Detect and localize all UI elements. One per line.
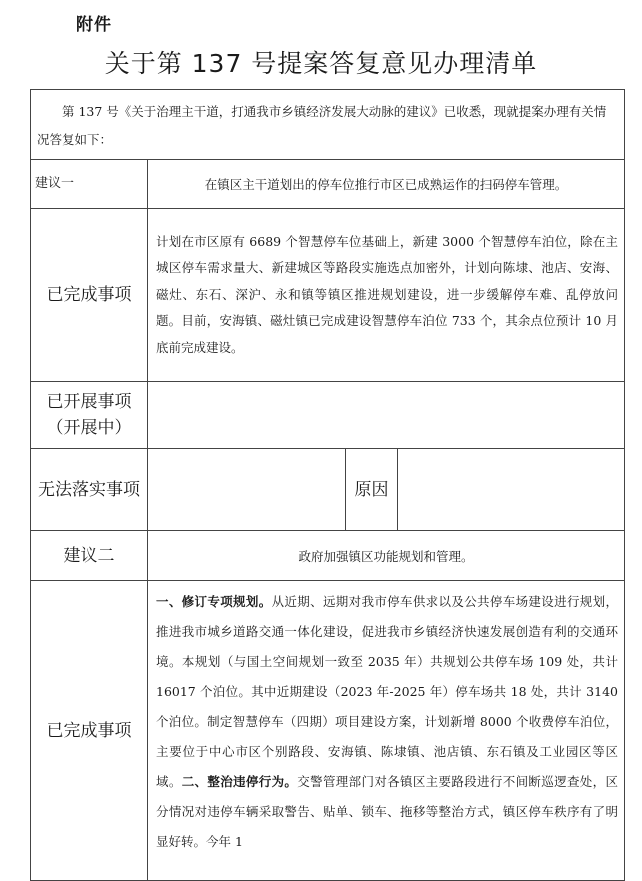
- unable-content: [148, 449, 346, 531]
- suggestion-2-completed-text: [148, 581, 625, 881]
- attachment-label: 附件: [76, 15, 112, 35]
- unable-label: 无法落实事项: [31, 449, 148, 531]
- in-progress-row: [31, 382, 625, 449]
- response-table: [30, 89, 625, 881]
- unable-row: [31, 449, 625, 531]
- reason-label: 原因: [346, 449, 398, 531]
- suggestion-1-row: [31, 160, 625, 209]
- suggestion-1-completed-row: [31, 209, 625, 382]
- revise-plan-text: 从近期、远期对我市停车供求以及公共停车场建设进行规划，推进我市城乡道路交通一体化建设，促进我市乡镇经济快速发展创造有利的交通环境。本规划（与国土空间规划一致至 2035 年）共规划公共停车场 109 处，共计 16017 个泊位。其中近期建设（2023 年-2025 年）停车场共 18 处，共计 3140 个泊位。制定智慧停车（四期）项目建设方案，计划新增 8000 个收费停车泊位，主要位于中心市区个别路段、安海镇、陈埭镇、池店镇、东石镇及工业园区等区域。: [156, 594, 618, 789]
- intro-text: 第 137 号《关于治理主干道，打通我市乡镇经济发展大动脉的建议》已收悉，现就提案办理有关情况答复如下：: [31, 90, 625, 160]
- suggestion-2-completed-row: [31, 581, 625, 881]
- completed-label-2: 已完成事项: [31, 581, 148, 881]
- intro-row: [31, 90, 625, 160]
- in-progress-content: [148, 382, 625, 449]
- reason-content: [398, 449, 625, 531]
- suggestion-1-label: 建议一: [31, 160, 148, 209]
- in-progress-label-line2: （开展中）: [46, 418, 132, 438]
- document-title: 关于第 137 号提案答复意见办理清单: [104, 49, 538, 78]
- suggestion-1-text: 在镇区主干道划出的停车位推行市区已成熟运作的扫码停车管理。: [148, 160, 625, 209]
- in-progress-label-line1: 已开展事项: [46, 392, 132, 412]
- suggestion-1-completed-text: 计划在市区原有 6689 个智慧停车位基础上，新建 3000 个智慧停车泊位，除在主城区停车需求量大、新建城区等路段实施选点加密外，计划向陈埭、池店、安海、磁灶、东石、深沪、永和镇等镇区推进规划建设，进一步缓解停车难、乱停放问题。目前，安海镇、磁灶镇已完成建设智慧停车泊位 733 个，其余点位预计 10 月底前完成建设。: [148, 209, 625, 382]
- suggestion-2-row: [31, 531, 625, 581]
- heading-illegal-parking: 二、整治违停行为。: [181, 774, 298, 789]
- in-progress-label: [31, 382, 148, 449]
- suggestion-2-label: 建议二: [31, 531, 148, 581]
- completed-label: 已完成事项: [31, 209, 148, 382]
- illegal-parking-text: 交警管理部门对各镇区主要路段进行不间断巡逻查处，区分情况对违停车辆采取警告、贴单、锁车、拖移等整治方式，镇区停车秩序有了明显好转。今年 1: [156, 774, 618, 849]
- suggestion-2-text: 政府加强镇区功能规划和管理。: [148, 531, 625, 581]
- heading-revise-plan: 一、修订专项规划。: [156, 594, 272, 609]
